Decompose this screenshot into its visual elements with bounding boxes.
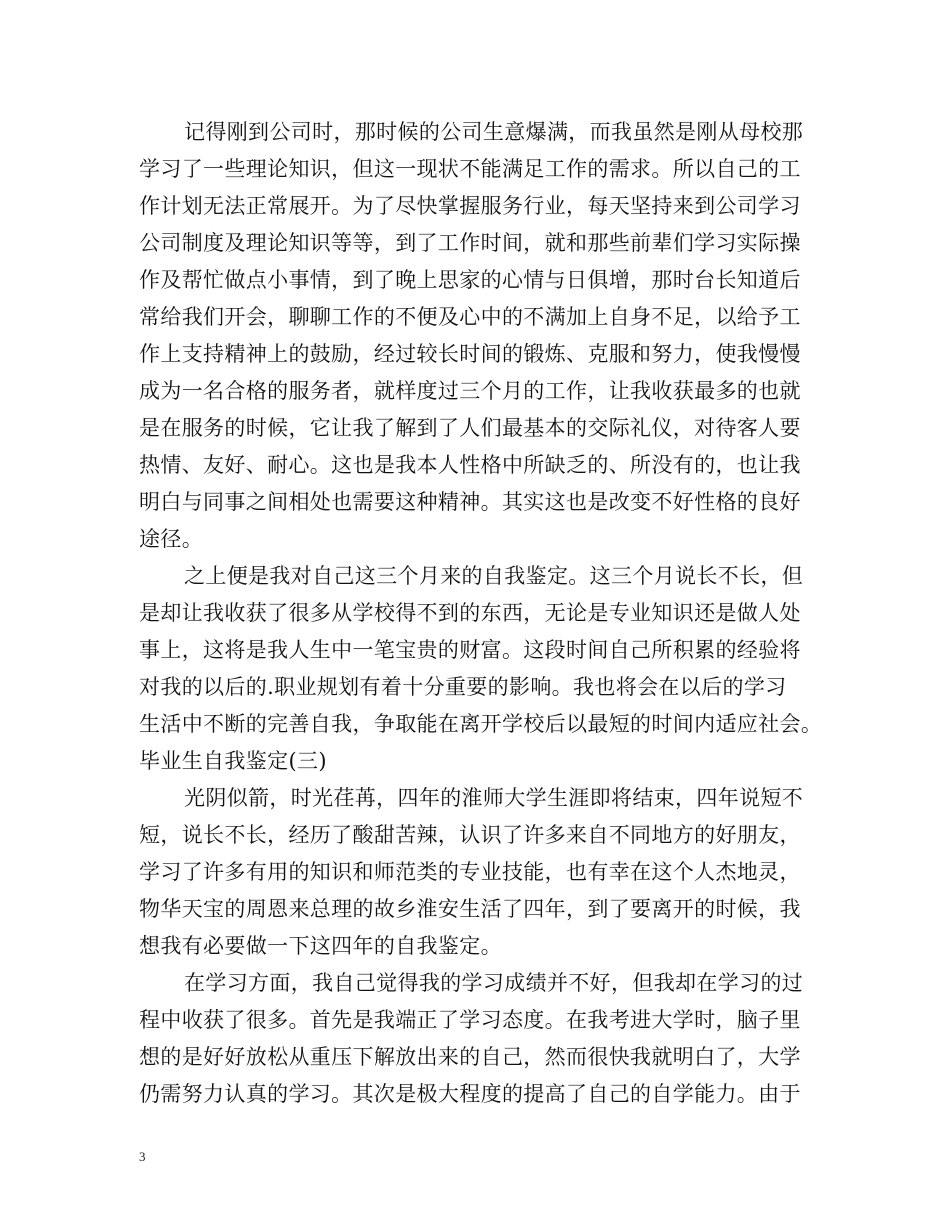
paragraph-line: 程中收获了很多。首先是我端正了学习态度。在我考进大学时，脑子里 bbox=[139, 1008, 801, 1032]
paragraph-line: 物华天宝的周恩来总理的故乡淮安生活了四年，到了要离开的时候，我 bbox=[139, 897, 801, 921]
paragraph-line: 成为一名合格的服务者，就样度过三个月的工作，让我收获最多的也就 bbox=[139, 379, 801, 403]
paragraph-line: 作上支持精神上的鼓励，经过较长时间的锻炼、克服和努力，使我慢慢 bbox=[139, 342, 801, 366]
paragraph-line: 明白与同事之间相处也需要这种精神。其实这也是改变不好性格的良好 bbox=[139, 490, 801, 514]
paragraph-line: 仍需努力认真的学习。其次是极大程度的提高了自己的自学能力。由于 bbox=[139, 1082, 801, 1106]
paragraph-line: 学习了一些理论知识，但这一现状不能满足工作的需求。所以自己的工 bbox=[139, 157, 801, 181]
paragraph-line: 作及帮忙做点小事情，到了晚上思家的心情与日俱增，那时台长知道后 bbox=[139, 268, 801, 292]
paragraph-line: 常给我们开会，聊聊工作的不便及心中的不满加上自身不足，以给予工 bbox=[139, 305, 801, 329]
paragraph-line: 之上便是我对自己这三个月来的自我鉴定。这三个月说长不长，但 bbox=[184, 564, 804, 588]
paragraph-line: 是在服务的时候，它让我了解到了人们最基本的交际礼仪，对待客人要 bbox=[139, 416, 801, 440]
paragraph-line: 是却让我收获了很多从学校得不到的东西，无论是专业知识还是做人处 bbox=[139, 601, 801, 625]
paragraph-line: 光阴似箭，时光荏苒，四年的淮师大学生涯即将结束，四年说短不 bbox=[184, 786, 804, 810]
paragraph-line: 在学习方面，我自己觉得我的学习成绩并不好，但我却在学习的过 bbox=[184, 971, 804, 995]
paragraph-line: 途径。 bbox=[139, 527, 204, 551]
paragraph-line: 作计划无法正常展开。为了尽快掌握服务行业，每天坚持来到公司学习 bbox=[139, 194, 801, 218]
paragraph-line: 热情、友好、耐心。这也是我本人性格中所缺乏的、所没有的，也让我 bbox=[139, 453, 801, 477]
paragraph-line: 生活中不断的完善自我，争取能在离开学校后以最短的时间内适应社会。 bbox=[139, 712, 823, 736]
paragraph-line: 想我有必要做一下这四年的自我鉴定。 bbox=[139, 934, 502, 958]
paragraph-line: 公司制度及理论知识等等，到了工作时间，就和那些前辈们学习实际操 bbox=[139, 231, 801, 255]
paragraph-line: 记得刚到公司时，那时候的公司生意爆满，而我虽然是刚从母校那 bbox=[184, 120, 804, 144]
page-number: 3 bbox=[139, 1149, 146, 1164]
paragraph-line: 对我的以后的.职业规划有着十分重要的影响。我也将会在以后的学习 bbox=[139, 675, 787, 699]
paragraph-line: 事上，这将是我人生中一笔宝贵的财富。这段时间自己所积累的经验将 bbox=[139, 638, 801, 662]
paragraph-line: 想的是好好放松从重压下解放出来的自己，然而很快我就明白了，大学 bbox=[139, 1045, 801, 1069]
section-heading: 毕业生自我鉴定(三) bbox=[139, 749, 327, 773]
paragraph-line: 学习了许多有用的知识和师范类的专业技能，也有幸在这个人杰地灵， bbox=[139, 860, 801, 884]
paragraph-line: 短，说长不长，经历了酸甜苦辣，认识了许多来自不同地方的好朋友， bbox=[139, 823, 801, 847]
